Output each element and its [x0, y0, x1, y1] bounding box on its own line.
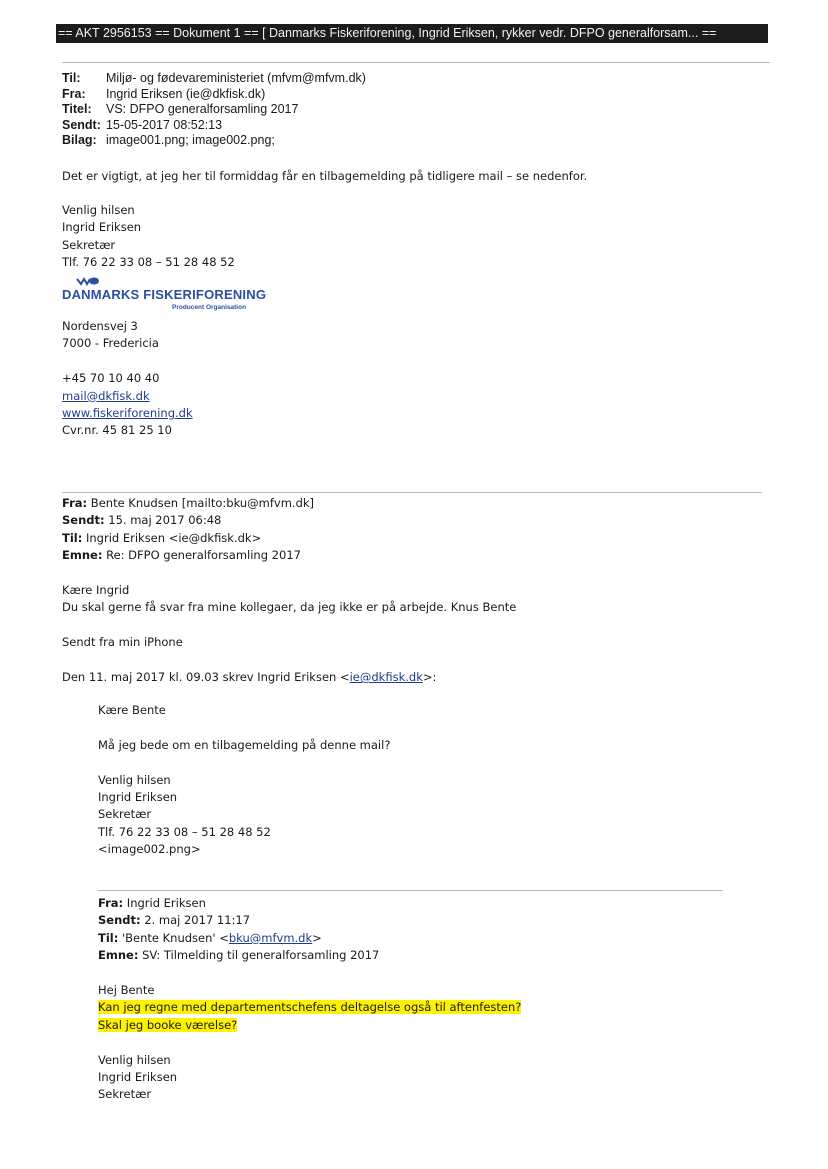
email-header	[62, 71, 366, 149]
to-value: Miljø- og fødevareministeriet (mfvm@mfvm.dk)	[106, 71, 366, 85]
image-placeholder: <image002.png>	[98, 842, 201, 857]
email-link[interactable]: ie@dkfisk.dk	[349, 670, 423, 685]
to-value: 'Bente Knudsen' <	[118, 930, 229, 945]
subject-label: Emne:	[62, 548, 103, 563]
from-label: Fra:	[98, 896, 124, 910]
greeting: Kære Bente	[98, 703, 166, 717]
body-text: Du skal gerne få svar fra mine kollegaer, da jeg ikke er på arbejde. Knus Bente	[62, 600, 517, 615]
subject-value: Re: DFPO generalforsamling 2017	[102, 548, 301, 563]
to-label: Til:	[62, 71, 81, 85]
sig-role: Sekretær	[62, 237, 116, 252]
from-value: Ingrid Eriksen	[123, 896, 206, 910]
highlighted-question: Kan jeg regne med departementschefens deltagelse også til aftenfesten?	[98, 1000, 522, 1015]
highlighted-question: Skal jeg booke værelse?	[98, 1017, 238, 1032]
document-banner: == AKT 2956153 == Dokument 1 == [ Danmarks Fiskeriforening, Ingrid Eriksen, rykker vedr. DFPO generalforsam... ==	[56, 24, 768, 43]
company-phone: +45 70 10 40 40	[62, 371, 160, 386]
sig-greeting: Venlig hilsen	[98, 772, 171, 787]
sig-greeting: Venlig hilsen	[98, 1052, 171, 1067]
from-value: Ingrid Eriksen (ie@dkfisk.dk)	[106, 86, 266, 101]
divider	[62, 492, 762, 493]
email-link[interactable]: bku@mfvm.dk	[228, 930, 313, 945]
from-value: Bente Knudsen [mailto:bku@mfvm.dk]	[87, 496, 315, 510]
sent-value: 15. maj 2017 06:48	[104, 513, 222, 528]
greeting: Hej Bente	[98, 983, 155, 998]
from-label: Fra:	[62, 86, 86, 101]
subject-value: SV: Tilmelding til generalforsamling 2017	[138, 948, 380, 963]
to-label: Til:	[98, 930, 119, 945]
signature	[62, 202, 235, 272]
sig-greeting: Venlig hilsen	[62, 203, 135, 217]
address-street: Nordensvej 3	[62, 319, 138, 333]
sig-phone: Tlf. 76 22 33 08 – 51 28 48 52	[98, 824, 271, 839]
sent-value: 2. maj 2017 11:17	[140, 913, 251, 928]
logo-subtitle: Producent Organisation	[172, 304, 247, 311]
forwarded-message-1	[62, 495, 516, 686]
attachments-label: Bilag:	[62, 133, 97, 148]
title-label: Titel:	[62, 102, 92, 117]
sig-role: Sekretær	[98, 1087, 152, 1102]
from-label: Fra:	[62, 496, 88, 510]
message-body	[62, 168, 587, 185]
sig-name: Ingrid Eriksen	[98, 1070, 178, 1085]
forwarded-message-2: Fra: Ingrid Eriksen Sendt: 2. maj 2017 11:17 Til: 'Bente Knudsen' <bku@mfvm.dk> Emne: SV: Tilmelding til generalforsamling 2017 Hej Bente Kan jeg regne med departementschefens deltagelse også til aftenfesten? Skal jeg booke værelse? Venlig hilsen Ingrid Eriksen Sekretær	[98, 895, 521, 1104]
quoted-message	[98, 702, 390, 859]
cvr-number: Cvr.nr. 45 81 25 10	[62, 423, 172, 438]
attachments-value: image001.png; image002.png;	[106, 133, 275, 148]
email-link[interactable]: mail@dkfisk.dk	[62, 388, 150, 403]
sent-value: 15-05-2017 08:52:13	[106, 117, 223, 132]
sent-from: Sendt fra min iPhone	[62, 635, 183, 650]
company-logo	[62, 276, 267, 316]
title-value: VS: DFPO generalforsamling 2017	[106, 102, 299, 117]
website-link[interactable]: www.fiskeriforening.dk	[62, 406, 193, 421]
quote-intro: Den 11. maj 2017 kl. 09.03 skrev Ingrid Eriksen <ie@dkfisk.dk>:	[62, 670, 437, 685]
body-text: Må jeg bede om en tilbagemelding på denne mail?	[98, 737, 391, 752]
greeting: Kære Ingrid	[62, 583, 130, 598]
divider	[62, 62, 770, 63]
logo-name: DANMARKS FISKERIFORENING	[62, 287, 267, 302]
sent-label: Sendt:	[62, 513, 105, 528]
address-block	[62, 318, 193, 440]
sent-label: Sendt:	[62, 117, 101, 132]
divider	[98, 890, 723, 891]
body-text: Det er vigtigt, at jeg her til formiddag får en tilbagemelding på tidligere mail – se nedenfor.	[62, 169, 588, 183]
sig-name: Ingrid Eriksen	[62, 220, 142, 235]
sig-name: Ingrid Eriksen	[98, 790, 178, 804]
address-city: 7000 - Fredericia	[62, 336, 159, 351]
sig-phone: Tlf. 76 22 33 08 – 51 28 48 52	[62, 255, 235, 270]
to-value: Ingrid Eriksen <ie@dkfisk.dk>	[82, 530, 262, 545]
sent-label: Sendt:	[98, 913, 141, 928]
fish-logo-icon	[76, 276, 100, 286]
sig-role: Sekretær	[98, 807, 152, 822]
to-label: Til:	[62, 530, 83, 545]
subject-label: Emne:	[98, 948, 139, 963]
